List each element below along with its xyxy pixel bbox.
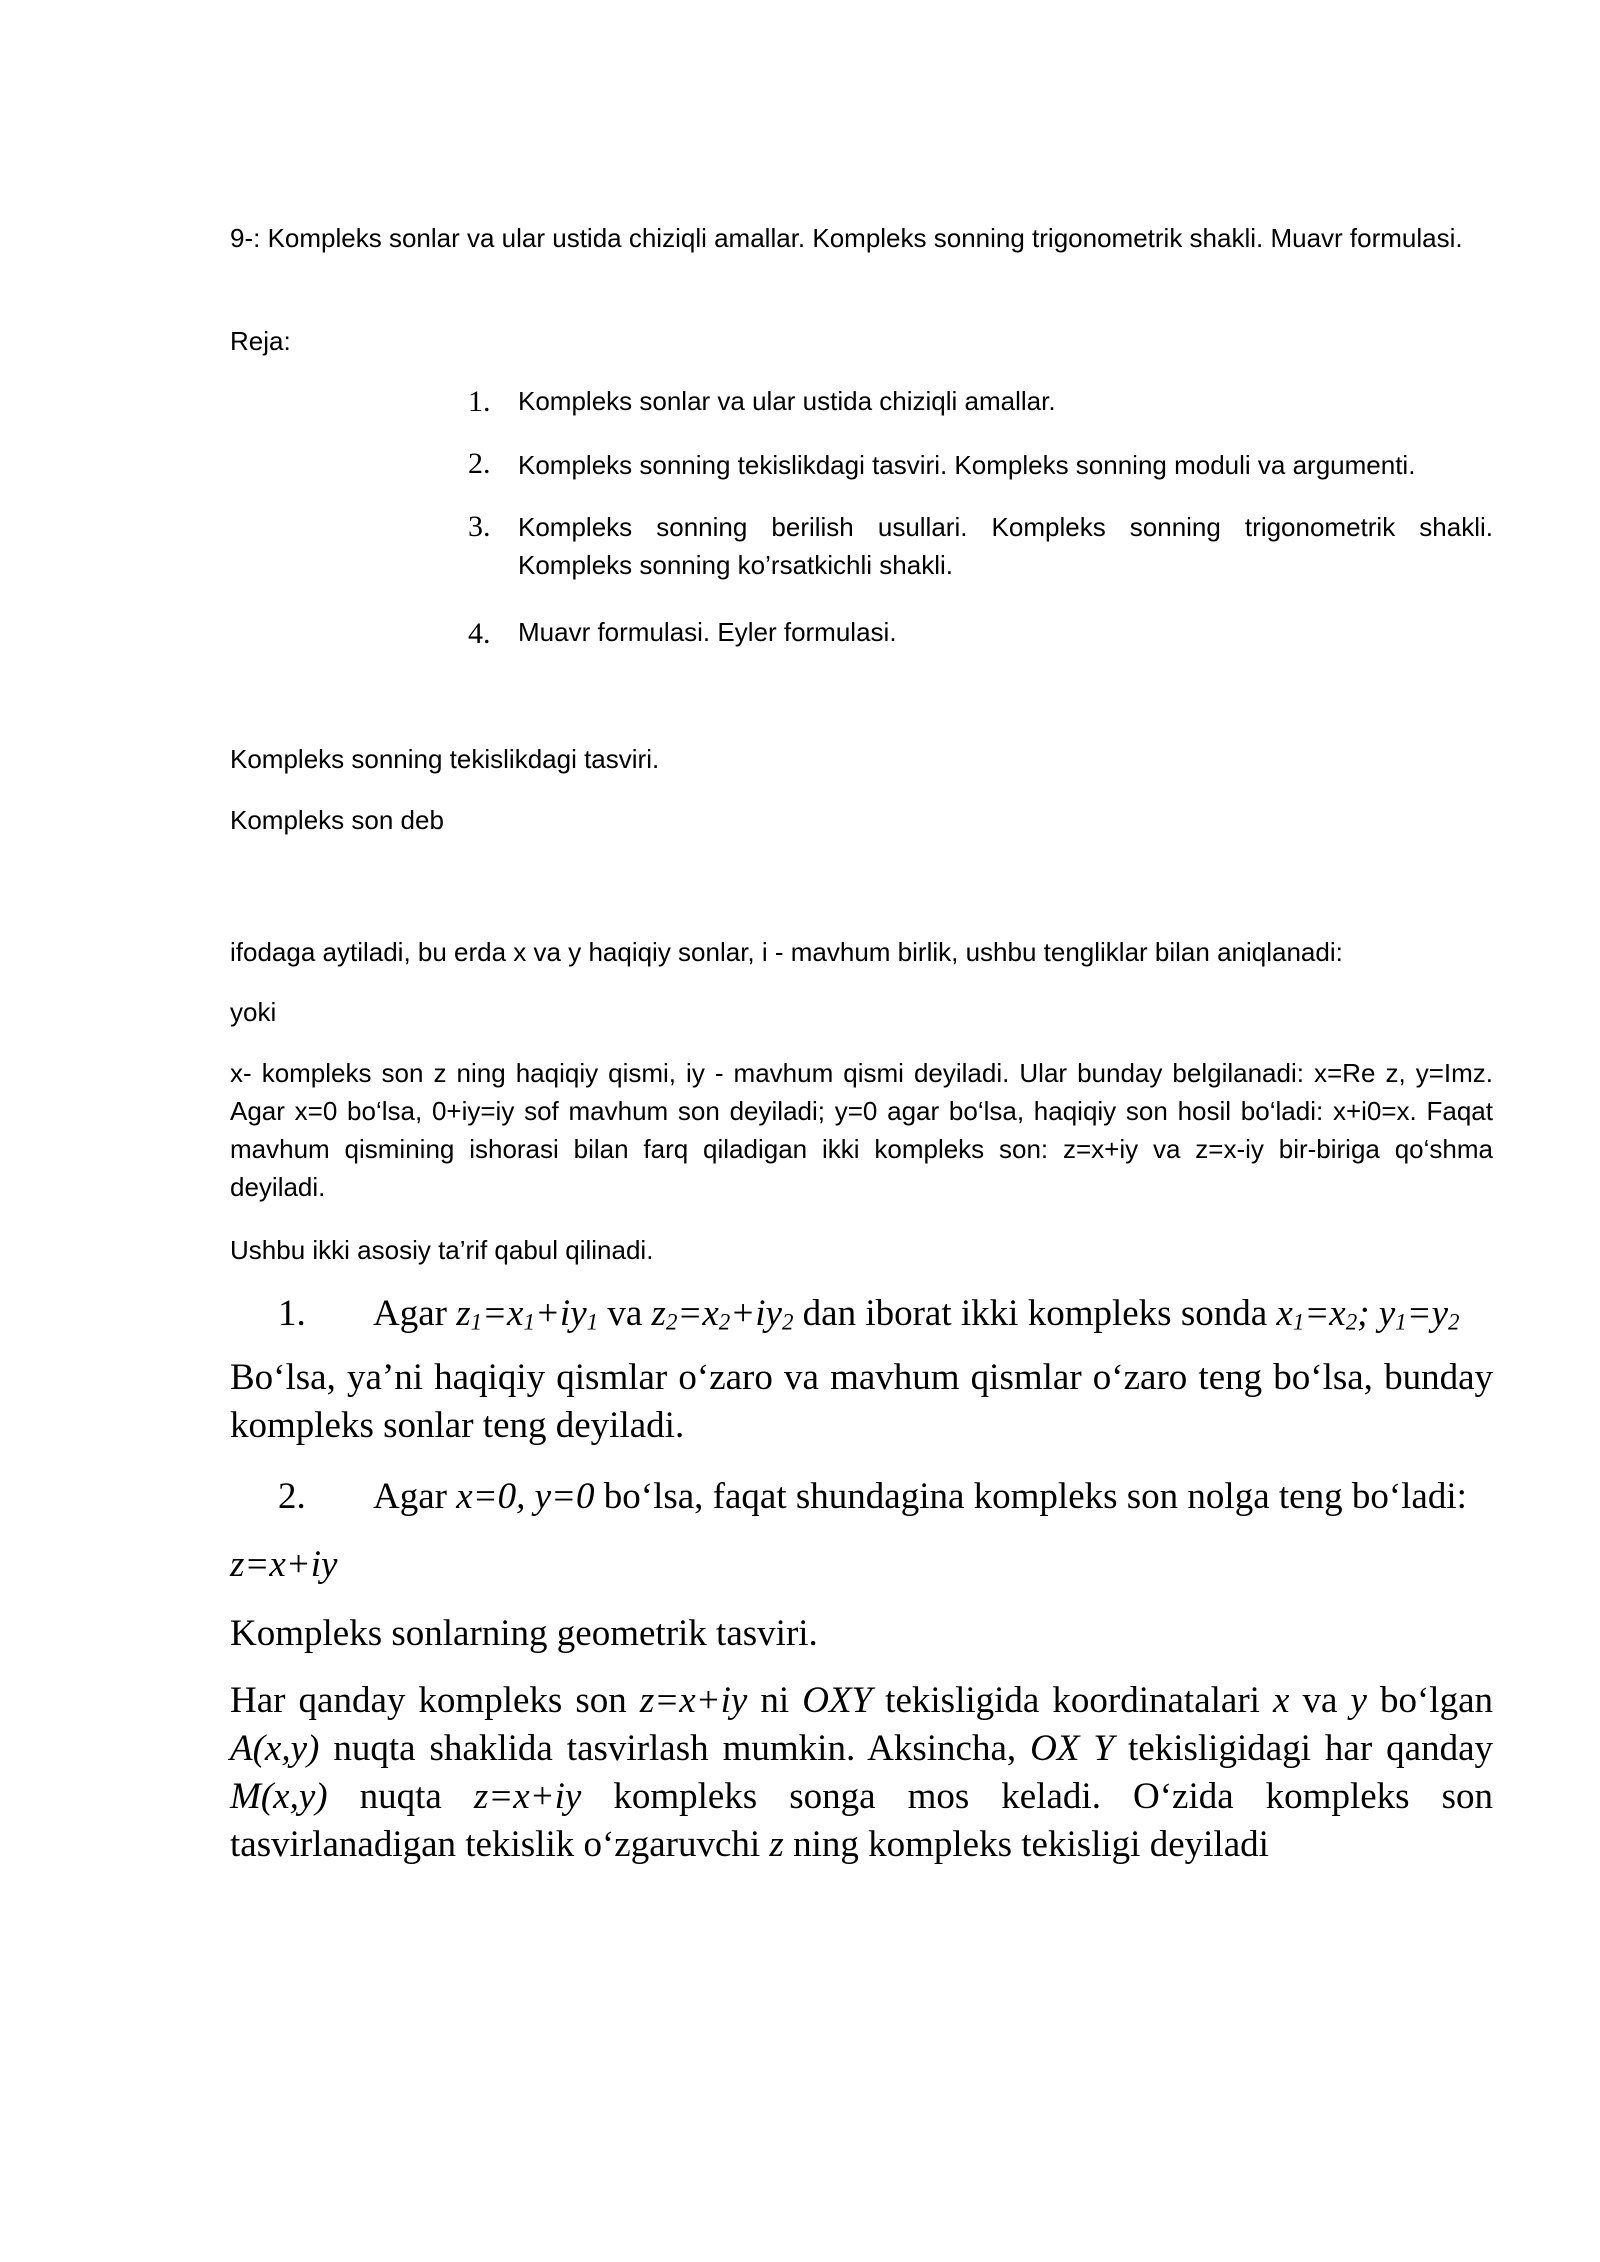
definition-2-line: Agar x=0, y=0 bo‘lsa, faqat shundagina kompleks son nolga teng bo‘ladi: — [373, 1476, 1467, 1517]
plan-item-text: Kompleks sonlar va ular ustida chiziqli amallar. — [518, 386, 1056, 416]
plan-item-number: 2. — [468, 447, 491, 480]
definition-continuation: ifodaga aytiladi, bu erda x va y haqiqiy sonlar, i - mavhum birlik, ushbu tengliklar bilan aniqlanadi: — [230, 937, 1343, 967]
plan-item-text: Kompleks sonning berilish usullari. Kompleks sonning trigonometrik shakli. Kompleks sonning ko’rsatkichli shakli. — [518, 512, 1493, 580]
definition-number: 2. — [278, 1476, 306, 1517]
plan-item-number: 4. — [468, 617, 491, 650]
page-title: 9-: Kompleks sonlar va ular ustida chiziqli amallar. Kompleks sonning trigonometrik shakli. Muavr formulasi. — [230, 223, 1463, 253]
formula: z=x+iy — [230, 1544, 338, 1585]
definition-1-continuation: Bo‘lsa, ya’ni haqiqiy qismlar o‘zaro va mavhum qismlar o‘zaro teng bo‘lsa, bunday kompleks sonlar teng deyiladi. — [230, 1357, 1493, 1446]
plan-item-number: 1. — [468, 385, 491, 418]
definition-number: 1. — [278, 1293, 306, 1334]
plan-item-text: Kompleks sonning tekislikdagi tasviri. Kompleks sonning moduli va argumenti. — [518, 450, 1416, 480]
plan-item-number: 3. — [468, 510, 491, 543]
definitions-intro: Ushbu ikki asosiy ta’rif qabul qilinadi. — [230, 1235, 654, 1265]
reja-label: Reja: — [230, 326, 291, 356]
plan-item-text: Muavr formulasi. Eyler formulasi. — [518, 617, 897, 647]
definition-start: Kompleks son deb — [230, 805, 444, 835]
definition-1-line: Agar $z_1=x_1+iy_1$ va $z_2=x_2+iy_2$ dan iborat ikki kompleks sonda $x_1=x_2$; $y_1=y_2$ — [373, 1293, 1460, 1335]
section-heading: Kompleks sonning tekislikdagi tasviri. — [230, 744, 660, 774]
section-heading: Kompleks sonlarning geometrik tasviri. — [230, 1613, 818, 1654]
parts-paragraph: x- kompleks son z ning haqiqiy qismi, iy - mavhum qismi deyiladi. Ular bunday belgilanadi: x=Re z, y=Imz. Agar x=0 bo‘lsa, 0+iy=iy sof mavhum son deyiladi; y=0 agar bo‘lsa, haqiqiy son hosil bo‘ladi: x+i0=x. Faqat mavhum qismining ishorasi bilan farq qiladigan ikki kompleks son: z=x+iy va z=x-iy bir-biriga qo‘shma deyiladi. — [230, 1058, 1493, 1202]
yoki-text: yoki — [230, 997, 277, 1027]
geometric-paragraph: Har qanday kompleks son z=x+iy ni OXY tekisligida koordinatalari x va y bo‘lgan A(x,y) nuqta shaklida tasvirlash mumkin. Aksincha, OX Y tekisligidagi har qanday M(x,y) nuqta z=x+iy kompleks songa mos keladi. O‘zida kompleks son tasvirlanadigan tekislik o‘zgaruvchi z ning kompleks tekisligi deyiladi — [230, 1680, 1493, 1865]
